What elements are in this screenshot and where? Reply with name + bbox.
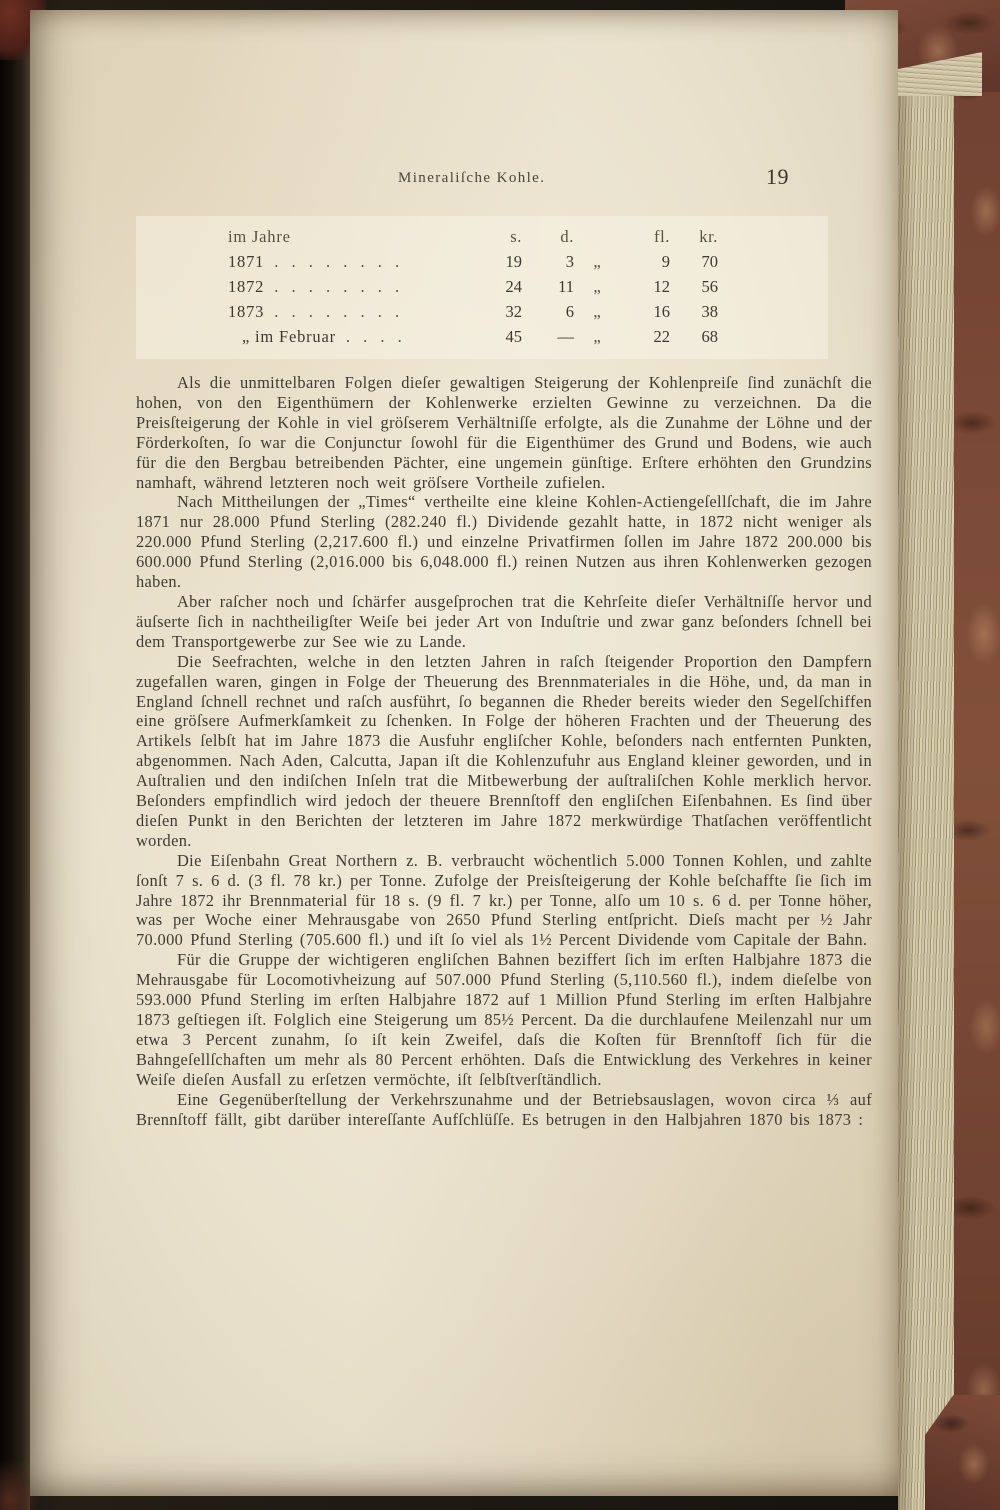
table-row <box>228 249 718 274</box>
cell-year <box>228 299 470 324</box>
cell-shilling: 19 <box>505 251 522 271</box>
book-page <box>30 10 898 1496</box>
cell-year <box>228 324 470 349</box>
cell-gulden: 22 <box>653 326 670 346</box>
running-title: Mineraliſche Kohle. <box>398 170 546 186</box>
paragraph: Für die Gruppe der wichtigeren engliſchen Bahnen beziffert ſich im erſten Halbjahre 1873 die Mehrausgabe für Locomotivheizung auf 507.000 Pfund Sterling (5,110.560 fl.), indem dieſelbe von 593.000 Pfund Sterling im erſten Halbjahre 1872 auf 1 Million Pfund Sterling im erſten Halbjahre 1873 geſtiegen iſt. Folglich eine Steigerung um 85½ Percent. Da die durchlaufene Meilenzahl nur um etwa 3 Percent zunahm, ſo iſt kein Zweifel, daſs die Koſten für Brennſtoff ſich für die Bahngeſellſchaften um mehr als 80 Percent erhöhten. Daſs die Entwicklung des Verkehres in keiner Weiſe dieſen Ausfall zu erſetzen vermöchte, iſt ſelbſtverſtändlich. <box>136 950 872 1089</box>
cell-year <box>228 249 470 274</box>
year-label: „ im Februar <box>242 326 336 346</box>
leader-dots: . . . . . . . . <box>274 251 401 271</box>
column-header-shilling: s. <box>510 226 522 246</box>
cell-pence: 3 <box>565 251 574 271</box>
column-header-pence: d. <box>560 226 574 246</box>
cell-gulden: 16 <box>653 301 670 321</box>
year-label: 1871 <box>228 251 265 271</box>
leader-dots: . . . . . . . . <box>274 301 401 321</box>
cell-ditto: „ <box>593 251 601 271</box>
cell-ditto: „ <box>593 301 601 321</box>
body-text <box>136 373 872 1129</box>
paragraph: Als die unmittelbaren Folgen dieſer gewaltigen Steigerung der Kohlenpreiſe ſind zunächſt die hohen, von den Eigenthümern der Kohlenwerke erzielten Gewinne zu verzeichnen. Da die Preisſteigerung der Kohle in viel gröſserem Verhältniſſe erfolgte, als die Zunahme der Löhne und der Förderkoſten, ſo war die Conjunctur ſowohl für die Eigenthümer des Grund und Bodens, wie auch für die den Bergbau betreibenden Pächter, eine ungemein günſtige. Erſtere erhöhten den Grundzins namhaft, während letzteren noch weit gröſsere Vortheile zufielen. <box>136 373 872 492</box>
cell-kreuzer: 70 <box>701 251 718 271</box>
column-header-gulden: fl. <box>653 226 670 246</box>
paragraph: Nach Mittheilungen der „Times“ vertheilte eine kleine Kohlen-Actiengeſellſchaft, die im Jahre 1871 nur 28.000 Pfund Sterling (282.240 fl.) Dividende gezahlt hatte, in 1872 nicht weniger als 220.000 Pfund Sterling (2,217.600 fl.) und einzelne Privatfirmen ſollen im Jahre 1872 200.000 bis 600.000 Pfund Sterling (2,016.000 bis 6,048.000 fl.) reinen Nutzen aus ihren Kohlenwerken gezogen haben. <box>136 492 872 592</box>
cell-year <box>228 274 470 299</box>
cell-ditto: „ <box>593 276 601 296</box>
cell-shilling: 45 <box>505 326 522 346</box>
leader-dots: . . . . . . . . <box>274 276 401 296</box>
cell-kreuzer: 56 <box>701 276 718 296</box>
cell-pence: 11 <box>558 276 574 296</box>
paragraph: Eine Gegenüberſtellung der Verkehrszunahme und der Betriebsauslagen, wovon circa ⅓ auf Brennſtoff fällt, gibt darüber intereſſante Aufſchlüſſe. Es betrugen in den Halbjahren 1870 bis 1873 : <box>136 1089 872 1129</box>
cell-shilling: 24 <box>505 276 522 296</box>
coal-price-table-panel <box>136 216 828 359</box>
coal-price-table <box>228 224 718 349</box>
cell-pence: 6 <box>565 301 574 321</box>
cell-gulden: 9 <box>661 251 670 271</box>
paragraph: Aber raſcher noch und ſchärfer ausgeſprochen trat die Kehrſeite dieſer Verhältniſſe hervor und äuſserte ſich in nachtheiligſter Weiſe bei jeder Art von Induſtrie und zwar ganz beſonders ſchnell bei dem Transportgewerbe zur See wie zu Lande. <box>136 591 872 651</box>
leader-dots: . . . . <box>345 326 403 346</box>
page-stack-edges <box>898 0 954 1510</box>
table-row <box>228 274 718 299</box>
table-row <box>228 299 718 324</box>
marbled-cover-edge <box>954 0 1000 1510</box>
cell-ditto: „ <box>593 326 601 346</box>
table-header-row <box>228 224 718 249</box>
cell-kreuzer: 38 <box>701 301 718 321</box>
year-label: 1873 <box>228 301 265 321</box>
page-header <box>30 164 898 194</box>
cell-shilling: 32 <box>505 301 522 321</box>
page-number: 19 <box>766 164 789 189</box>
paragraph: Die Seefrachten, welche in den letzten Jahren in raſch ſteigender Proportion den Dampfern zugefallen waren, gingen in Folge der Theuerung des Brennmateriales in die Höhe, und, da man in England ſchnell rechnet und raſch ausführt, ſo begannen die Rheder bereits wieder den Segelſchiffen eine gröſsere Aufmerkſamkeit zu ſchenken. In Folge der höheren Frachten und der Theuerung des Artikels ſelbſt hat im Jahre 1873 die Ausfuhr engliſcher Kohle, beſonders nach entfernten Punkten, abgenommen. Nach Aden, Calcutta, Japan iſt die Kohlenzufuhr aus England kleiner geworden, und in Auſtralien und den indiſchen Inſeln trat die Mitbewerbung der auſtraliſchen Kohle merklich hervor. Beſonders empfindlich wird jedoch der theuere Brennſtoff den engliſchen Eiſenbahnen. Es ſind über dieſen Punkt in den Berichten der letzteren im Jahre 1872 merkwürdige Thatſachen veröffentlicht worden. <box>136 651 872 850</box>
book-spine-edge <box>0 0 30 1510</box>
paragraph: Die Eiſenbahn Great Northern z. B. verbraucht wöchentlich 5.000 Tonnen Kohlen, und zahlte ſonſt 7 s. 6 d. (3 fl. 78 kr.) per Tonne. Zufolge der Preisſteigerung der Kohle beſchaffte ſie ſich im Jahre 1872 ihr Brennmaterial für 18 s. (9 fl. 7 kr.) per Tonne, alſo um 10 s. 6 d. per Tonne höher, was per Woche einer Mehrausgabe von 2650 Pfund Sterling entſpricht. Dieſs macht per ½ Jahr 70.000 Pfund Sterling (705.600 fl.) und iſt ſo viel als 1½ Percent Dividende vom Capitale der Bahn. <box>136 850 872 950</box>
table-row <box>228 324 718 349</box>
column-header-year: im Jahre <box>228 226 291 246</box>
column-header-spacer <box>574 224 620 249</box>
year-label: 1872 <box>228 276 265 296</box>
cell-pence: — <box>557 326 574 346</box>
cell-gulden: 12 <box>653 276 670 296</box>
cell-kreuzer: 68 <box>701 326 718 346</box>
column-header-kreuzer: kr. <box>699 226 718 246</box>
